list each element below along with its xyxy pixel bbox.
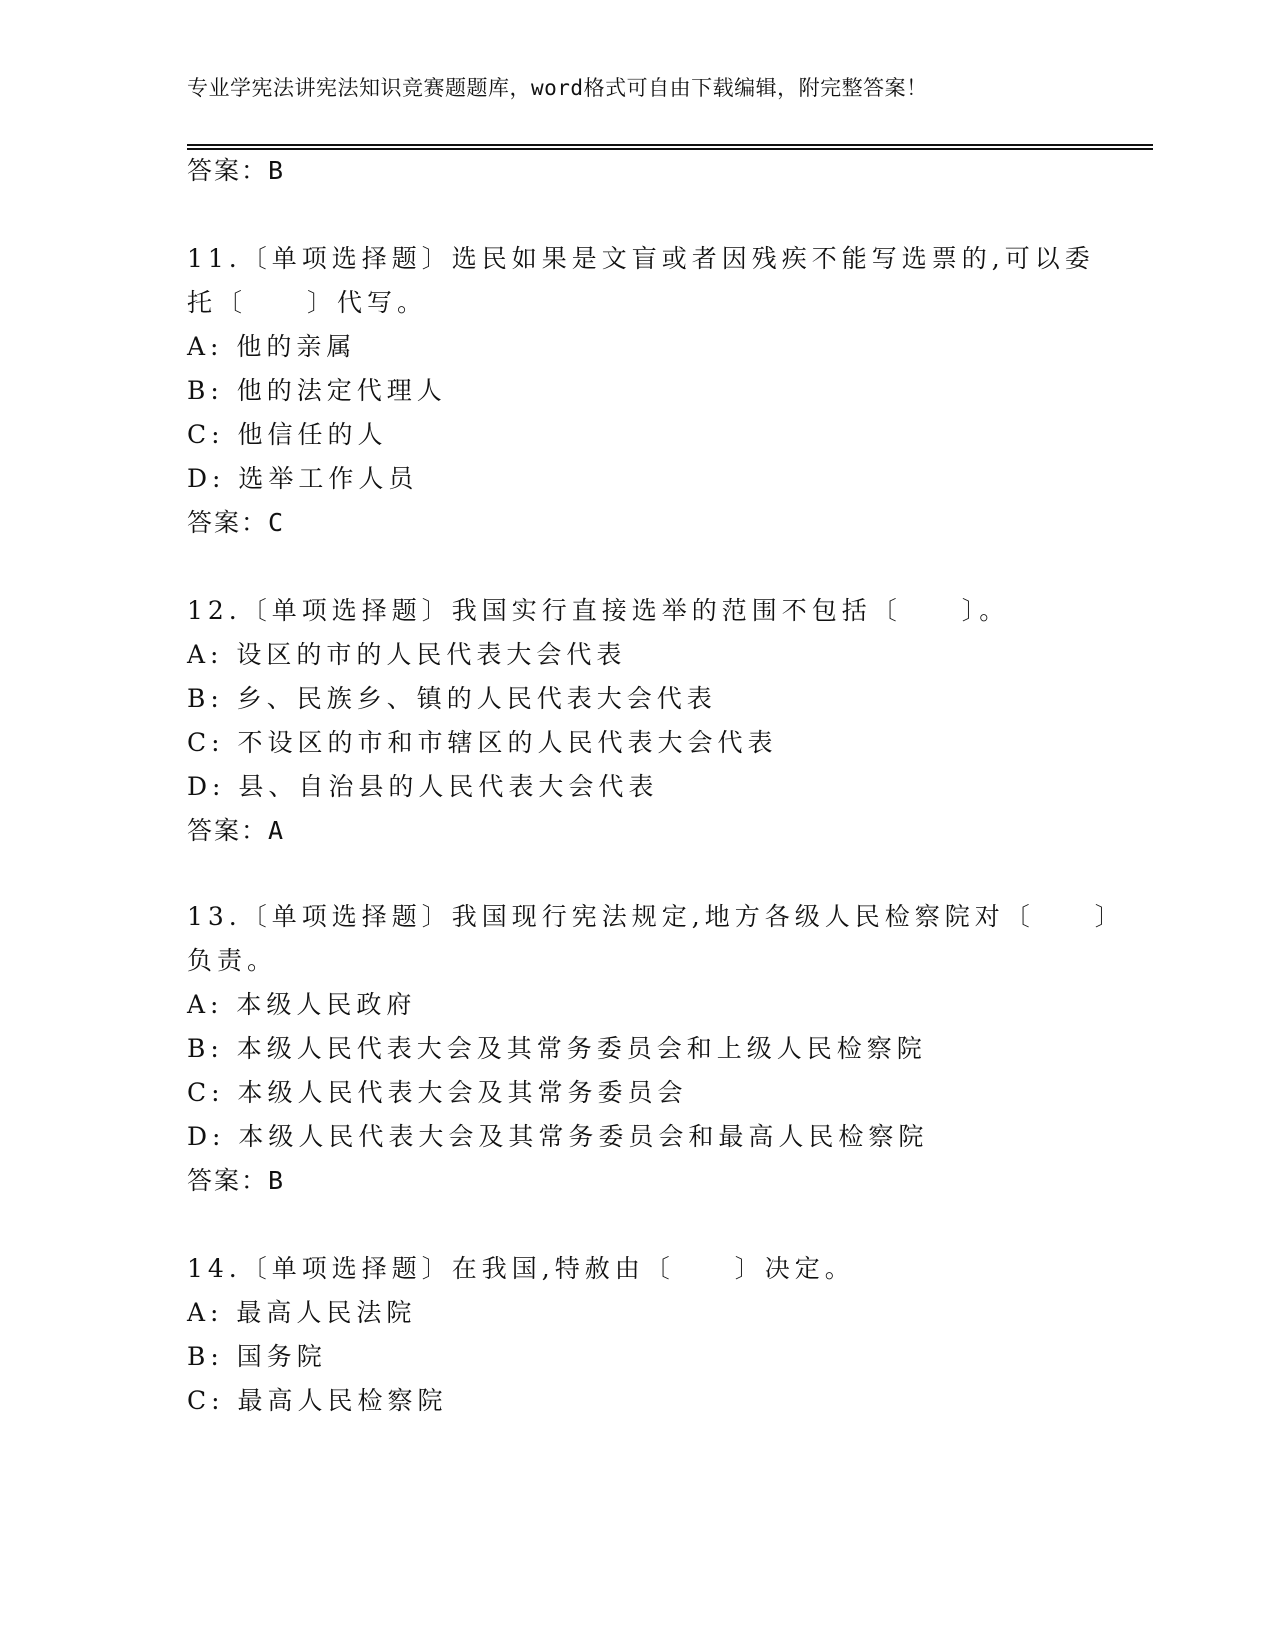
answer-value: B bbox=[268, 1166, 284, 1195]
question-14-stem-line-1: 14.〔单项选择题〕在我国,特赦由〔 〕决定。 bbox=[187, 1254, 855, 1283]
question-11-option-a: A: 他的亲属 bbox=[187, 332, 357, 361]
question-12-option-d: D: 县、自治县的人民代表大会代表 bbox=[187, 772, 659, 801]
question-12-option-c: C: 不设区的市和市辖区的人民代表大会代表 bbox=[187, 728, 778, 757]
previous-answer bbox=[187, 158, 283, 183]
header-divider bbox=[187, 144, 1153, 150]
answer-label: 答案： bbox=[187, 508, 269, 537]
answer-value: C bbox=[268, 508, 284, 537]
question-11-option-d: D: 选举工作人员 bbox=[187, 464, 419, 493]
question-11-answer bbox=[187, 510, 283, 535]
question-14-option-b: B: 国务院 bbox=[187, 1342, 327, 1371]
question-14-option-a: A: 最高人民法院 bbox=[187, 1298, 417, 1327]
answer-value: B bbox=[268, 156, 284, 185]
question-13-answer bbox=[187, 1168, 283, 1193]
question-11-option-b: B: 他的法定代理人 bbox=[187, 376, 447, 405]
question-14-option-c: C: 最高人民检察院 bbox=[187, 1386, 448, 1415]
question-12-stem-line-1: 12.〔单项选择题〕我国实行直接选举的范围不包括〔 〕。 bbox=[187, 596, 1010, 625]
question-13-stem-line-2: 负责。 bbox=[187, 946, 278, 975]
question-11-stem-line-1: 11.〔单项选择题〕选民如果是文盲或者因残疾不能写选票的,可以委 bbox=[187, 244, 1095, 273]
question-13-option-a: A: 本级人民政府 bbox=[187, 990, 417, 1019]
question-13-option-d: D: 本级人民代表大会及其常务委员会和最高人民检察院 bbox=[187, 1122, 929, 1151]
question-13-option-b: B: 本级人民代表大会及其常务委员会和上级人民检察院 bbox=[187, 1034, 927, 1063]
question-13-option-c: C: 本级人民代表大会及其常务委员会 bbox=[187, 1078, 688, 1107]
question-11-option-c: C: 他信任的人 bbox=[187, 420, 388, 449]
answer-label: 答案： bbox=[187, 1166, 269, 1195]
question-13-stem-line-1: 13.〔单项选择题〕我国现行宪法规定,地方各级人民检察院对〔 〕 bbox=[187, 902, 1125, 931]
answer-value: A bbox=[268, 816, 284, 845]
answer-label: 答案： bbox=[187, 156, 269, 185]
question-12-answer bbox=[187, 818, 283, 843]
question-12-option-b: B: 乡、民族乡、镇的人民代表大会代表 bbox=[187, 684, 717, 713]
page-header: 专业学宪法讲宪法知识竞赛题题库，word格式可自由下载编辑，附完整答案！ bbox=[187, 76, 928, 100]
answer-label: 答案： bbox=[187, 816, 269, 845]
question-11-stem-line-2: 托〔 〕代写。 bbox=[187, 288, 428, 317]
question-12-option-a: A: 设区的市的人民代表大会代表 bbox=[187, 640, 627, 669]
